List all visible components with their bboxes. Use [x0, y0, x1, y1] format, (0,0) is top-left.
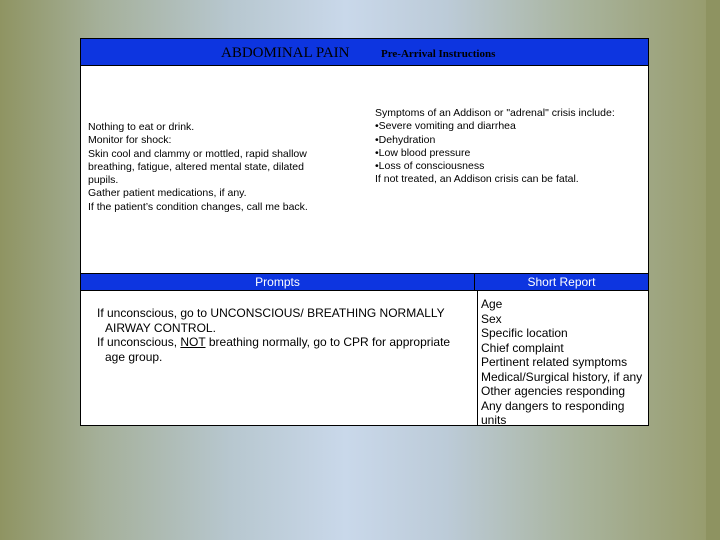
prompt-text: breathing normally, go to CPR for appropriate [205, 335, 451, 349]
addison-info-line: If not treated, an Addison crisis can be fatal. [375, 173, 579, 186]
addison-info-line: •Dehydration [375, 133, 436, 146]
report-item: Age [481, 297, 503, 311]
addison-crisis-info [375, 107, 645, 187]
instruction-line: pupils. [88, 174, 119, 187]
short-report-list [481, 297, 647, 428]
prompts-heading: Prompts [81, 273, 475, 291]
prompt-line: If unconscious, go to UNCONSCIOUS/ BREATHING NORMALLY [97, 306, 445, 320]
report-item: units [481, 413, 507, 427]
instruction-line: If the patient’s condition changes, call me back. [88, 200, 308, 213]
report-item: Medical/Surgical history, if any [481, 369, 643, 384]
prompt-text: If unconscious, [97, 335, 181, 349]
column-divider [477, 291, 478, 425]
instruction-line: Gather patient medications, if any. [88, 187, 247, 200]
report-item: Chief complaint [481, 340, 564, 355]
pre-arrival-instructions [88, 121, 338, 214]
addison-info-line: •Low blood pressure [375, 146, 471, 159]
prompt-emphasis: NOT [180, 335, 206, 349]
addison-info-line: Symptoms of an Addison or "adrenal" crisis include: [375, 107, 615, 119]
addison-info-line: •Loss of consciousness [375, 160, 485, 173]
instruction-line: Nothing to eat or drink. [88, 121, 195, 133]
prompt-line: age group. [105, 349, 163, 364]
report-item: Pertinent related symptoms [481, 355, 628, 369]
slide-edge-band [706, 0, 720, 540]
report-item: Specific location [481, 326, 568, 340]
instruction-line: Monitor for shock: [88, 134, 172, 147]
page-title: ABDOMINAL PAIN [221, 45, 350, 61]
short-report-heading: Short Report [475, 273, 648, 291]
addison-info-line: •Severe vomiting and diarrhea [375, 120, 516, 133]
report-item: Other agencies responding [481, 384, 626, 398]
prompt-line [97, 335, 469, 350]
page-subtitle: Pre-Arrival Instructions [381, 48, 496, 60]
header-bar [81, 39, 648, 66]
instruction-line: Skin cool and clammy or mottled, rapid shallow [88, 147, 307, 160]
report-item: Any dangers to responding [481, 398, 625, 413]
report-item: Sex [481, 311, 502, 326]
prompt-line: AIRWAY CONTROL. [105, 320, 216, 335]
protocol-card [80, 38, 649, 426]
prompts-section [97, 306, 469, 364]
instruction-line: breathing, fatigue, altered mental state, dilated [88, 160, 304, 173]
